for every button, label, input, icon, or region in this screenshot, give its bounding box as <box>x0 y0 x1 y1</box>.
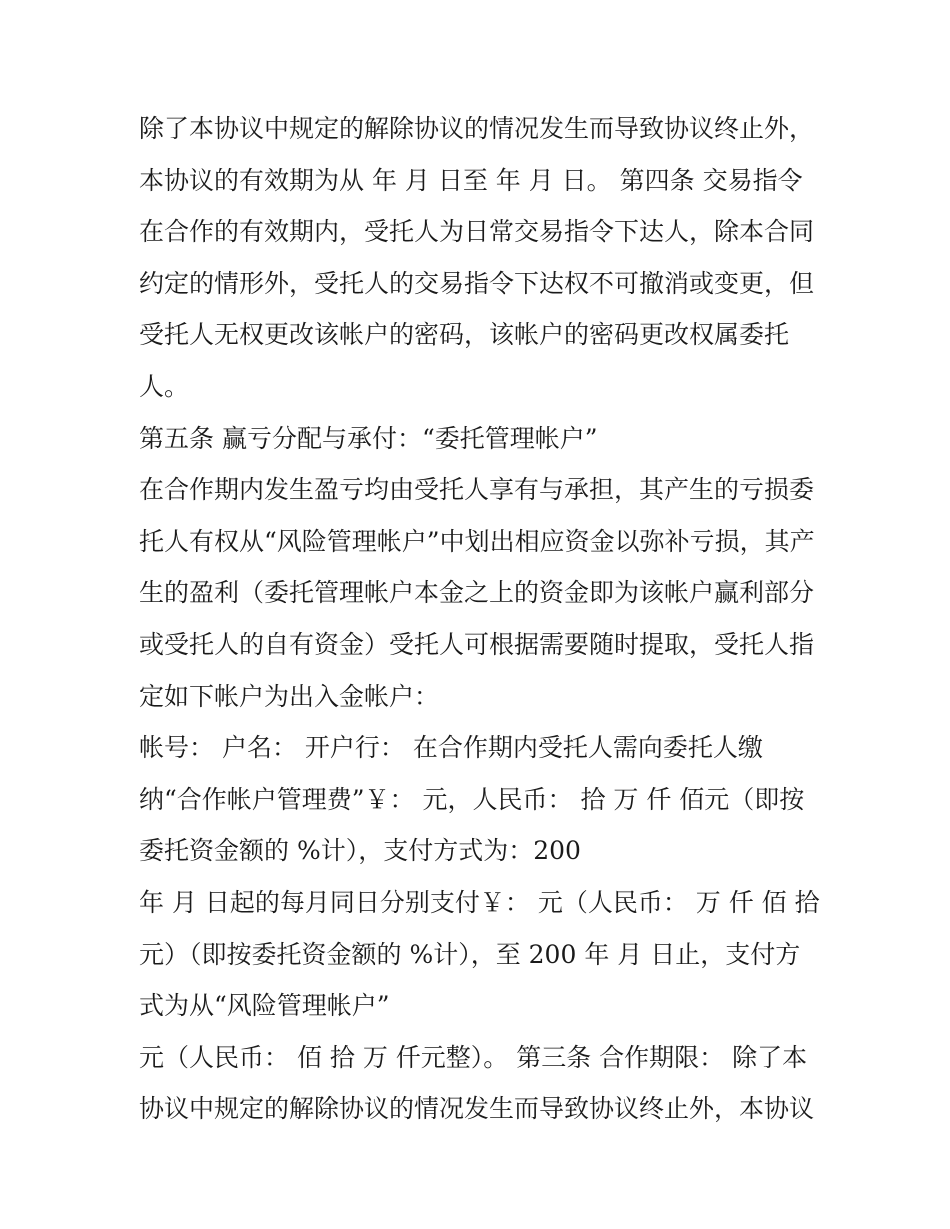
text-line: 除了本协议中规定的解除协议的情况发生而导致协议终止外， <box>139 114 815 143</box>
section-heading: 第五条 赢亏分配与承付：“委托管理帐户” <box>139 423 598 453</box>
text-line: 在合作的有效期内，受托人为日常交易指令下达人，除本合同 <box>139 217 815 247</box>
text-line: 在合作期内发生盈亏均由受托人享有与承担，其产生的亏损委 <box>139 475 815 505</box>
text-line: 纳“合作帐户管理费”￥： 元，人民币： 拾 万 仟 佰元（即按 <box>139 784 805 814</box>
text-line: 年 月 日起的每月同日分别支付￥： 元（人民币： 万 仟 佰 拾 <box>139 887 820 917</box>
text-line: 托人有权从“风险管理帐户”中划出相应资金以弥补亏损，其产 <box>139 526 815 556</box>
text-line: 受托人无权更改该帐户的密码，该帐户的密码更改权属委托 <box>139 320 790 350</box>
text-line: 生的盈利（委托管理帐户本金之上的资金即为该帐户赢利部分 <box>139 578 815 608</box>
text-line: 元）（即按委托资金额的 %计），至 200 年 月 日止，支付方 <box>139 939 801 969</box>
text-line: 协议中规定的解除协议的情况发生而导致协议终止外，本协议 <box>139 1094 815 1124</box>
text-line: 或受托人的自有资金）受托人可根据需要随时提取，受托人指 <box>139 629 815 659</box>
text-line: 本协议的有效期为从 年 月 日至 年 月 日。 第四条 交易指令 <box>139 165 803 195</box>
text-line: 约定的情形外，受托人的交易指令下达权不可撤消或变更，但 <box>139 268 815 298</box>
text-line: 式为从“风险管理帐户” <box>139 991 390 1021</box>
text-line: 人。 <box>139 371 190 401</box>
document-body <box>139 103 829 1135</box>
text-line: 元（人民币： 佰 拾 万 仟元整）。 第三条 合作期限： 除了本 <box>139 1042 808 1072</box>
text-line: 定如下帐户为出入金帐户： <box>139 681 440 711</box>
text-line: 委托资金额的 %计），支付方式为：200 <box>139 836 581 866</box>
text-line: 帐号： 户名： 开户行： 在合作期内受托人需向委托人缴 <box>139 733 763 763</box>
